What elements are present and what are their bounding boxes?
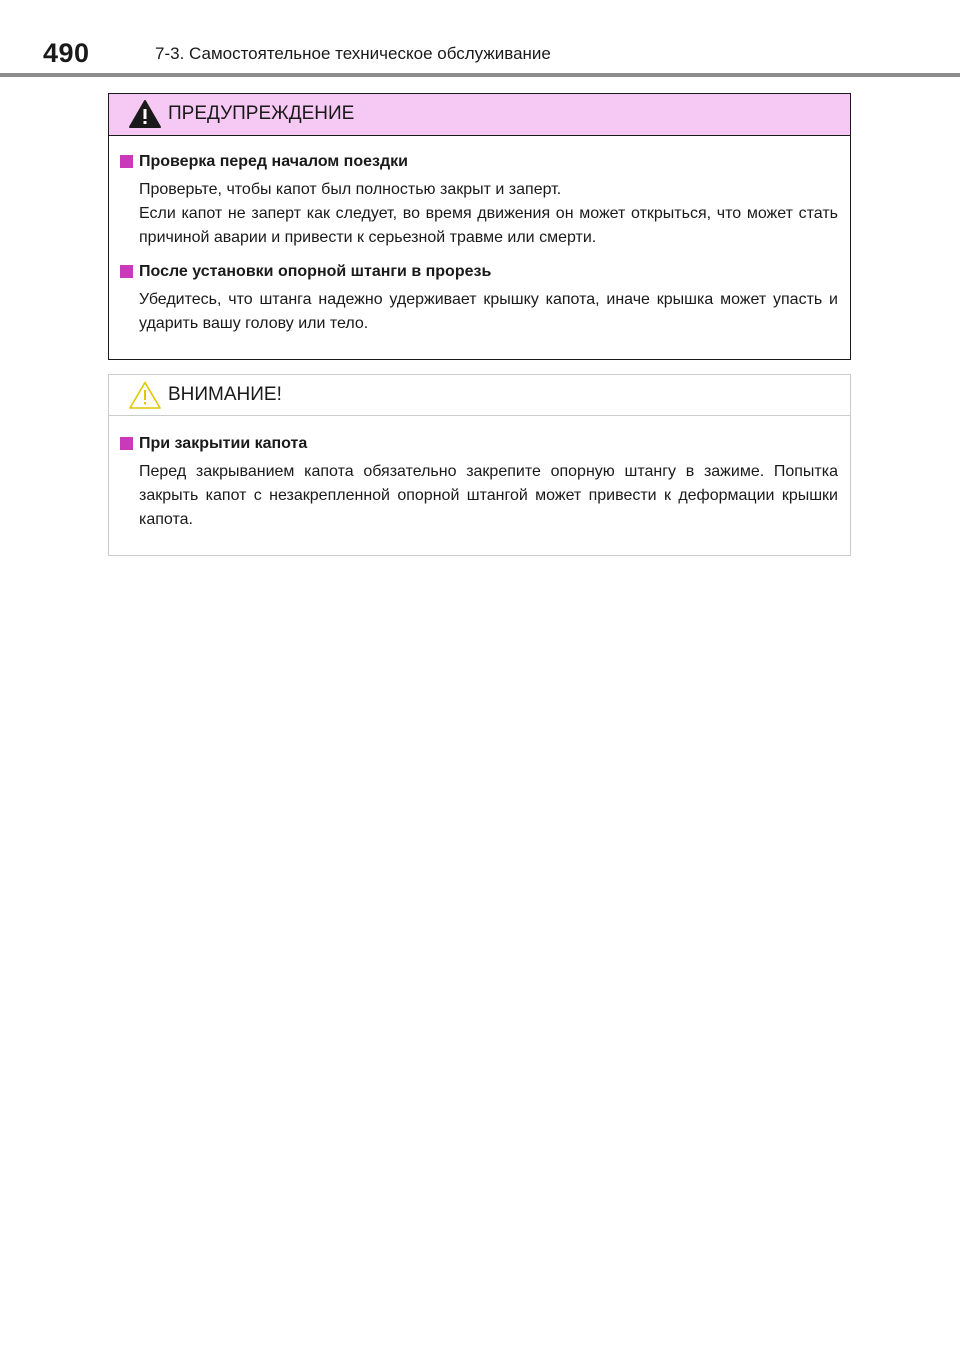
warning-triangle-icon [128, 99, 162, 129]
warning-item-paragraph: Если капот не заперт как следует, во время движения он может открыться, что может стать причиной аварии и привести к серьезной травме или смерти. [139, 205, 838, 246]
warning-label: ПРЕДУПРЕЖДЕНИЕ [168, 103, 355, 124]
caution-box [108, 374, 851, 556]
caution-content [109, 416, 850, 532]
warning-item [119, 150, 838, 250]
warning-item-body [119, 178, 838, 250]
caution-label: ВНИМАНИЕ! [168, 384, 282, 405]
warning-item-paragraph: Убедитесь, что штанга надежно удерживает крышку капота, иначе крышка может упасть и ударить вашу голову или тело. [139, 291, 838, 332]
caution-item-body [119, 460, 838, 532]
warning-item-title: Проверка перед началом поездки [139, 153, 408, 170]
square-bullet-icon [120, 265, 133, 278]
section-title: 7-3. Самостоятельное техническое обслуживание [155, 44, 551, 63]
caution-item-title: При закрытии капота [139, 435, 308, 452]
square-bullet-icon [120, 155, 133, 168]
warning-item [119, 260, 838, 336]
page-number: 490 [43, 38, 90, 68]
warning-box [108, 93, 851, 360]
warning-item-title-row [119, 260, 838, 284]
square-bullet-icon [120, 437, 133, 450]
warning-item-body [119, 288, 838, 336]
caution-triangle-outline-icon [128, 380, 162, 410]
warning-item-title: После установки опорной штанги в прорезь [139, 263, 492, 280]
caution-item [119, 432, 838, 532]
caution-item-title-row [119, 432, 838, 456]
header-rule [0, 73, 960, 77]
warning-header [109, 94, 850, 136]
warning-content [109, 136, 850, 336]
caution-item-paragraph: Перед закрыванием капота обязательно закрепите опорную штангу в зажиме. Попытка закрыть капот с незакрепленной опорной штангой может привести к деформации крышки капота. [139, 463, 838, 528]
caution-header [109, 375, 850, 416]
warning-item-paragraph: Проверьте, чтобы капот был полностью закрыт и заперт. [139, 181, 562, 198]
page-header [0, 0, 960, 78]
warning-item-title-row [119, 150, 838, 174]
